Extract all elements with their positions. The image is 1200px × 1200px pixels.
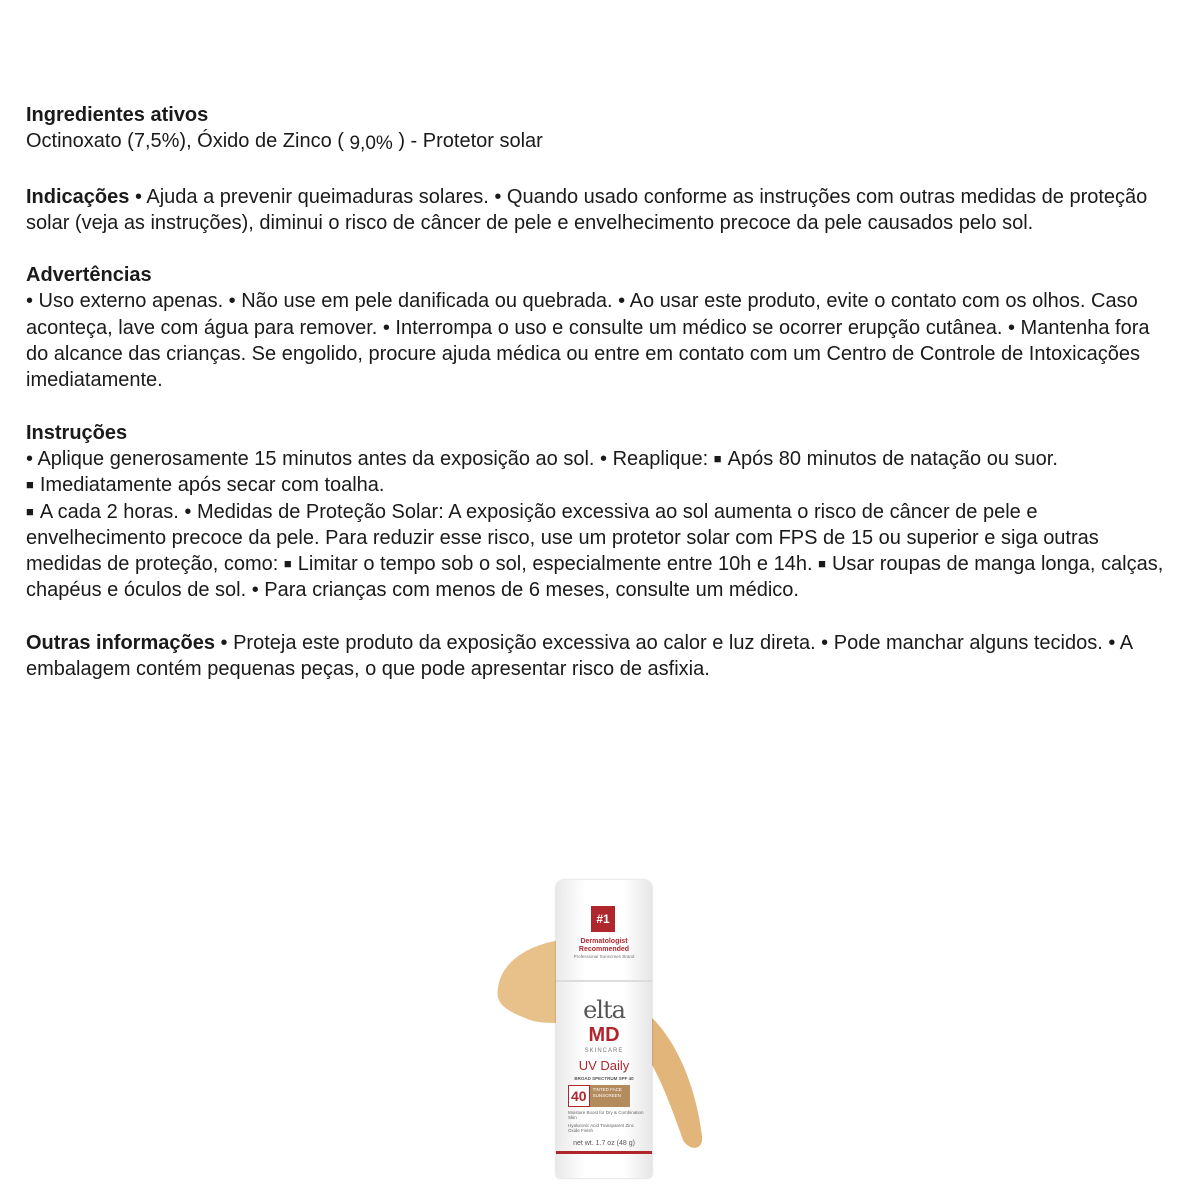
active-ingredients-text (26, 128, 1176, 157)
warnings-section (26, 262, 1176, 393)
instructions-item-swim: Após 80 minutos de natação ou suor. (727, 447, 1058, 470)
product-image (490, 878, 720, 1182)
recommend-label: Dermatologist Recommended (578, 938, 630, 953)
instructions-line-2 (26, 472, 1176, 498)
broad-spectrum-label: BROAD SPECTRUM SPF 40 (574, 1076, 634, 1081)
product-name: UV Daily (578, 1058, 630, 1073)
other-info-heading: Outras informações (26, 631, 215, 654)
net-weight: net wt. 1.7 oz (48 g) (573, 1140, 635, 1147)
spf-box (568, 1085, 630, 1107)
claim-2: Hyaluronic Acid Transparent Zinc Oxide Finish (568, 1123, 635, 1133)
active-ingredients-text-a: Octinoxato (7,5%), Óxido de Zinco ( (26, 130, 350, 153)
square-bullet-icon: ■ (26, 477, 34, 493)
skincare-label: SKINCARE (584, 1048, 624, 1054)
square-bullet-icon: ■ (283, 556, 292, 572)
red-band (556, 1151, 652, 1154)
instructions-item-clothes: Usar roupas de manga longa, calças, chapéus e óculos de sol. • Para crianças com menos de 6 meses, consulte um médico. (26, 553, 1164, 602)
instructions-item-time: Limitar o tempo sob o sol, especialmente entre 10h e 14h. (297, 553, 819, 576)
rank-badge: #1 (591, 906, 615, 932)
brand-logo-top: elta (583, 996, 625, 1024)
instructions-line-3 (26, 499, 1176, 604)
indications-text: • Ajuda a prevenir queimaduras solares. • Quando usado conforme as instruções com outras medidas de proteção solar (veja as instruções), diminui o risco de câncer de pele e envelhecimento precoce da pele causados pelo sol. (26, 185, 1148, 234)
other-info-section (26, 630, 1176, 683)
square-bullet-icon: ■ (26, 503, 34, 519)
spf-value: 40 (568, 1085, 590, 1107)
drug-facts (26, 102, 1176, 708)
instructions-heading: Instruções (26, 421, 128, 444)
cap-divider (556, 980, 652, 982)
indications-heading: Indicações (26, 185, 130, 208)
indications-section (26, 184, 1176, 237)
zinc-percentage: 9,0% (349, 133, 393, 155)
recommend-sub-label: Professional Sunscreen Brand (573, 954, 635, 959)
warnings-heading: Advertências (26, 264, 152, 287)
active-ingredients-heading: Ingredientes ativos (26, 104, 209, 126)
instructions-item-towel: Imediatamente após secar com toalha. (39, 474, 385, 497)
sunscreen-bottle (556, 880, 652, 1178)
instructions-line-1 (26, 446, 1176, 472)
brand-logo-bottom: MD (588, 1024, 620, 1046)
other-info-text: • Proteja este produto da exposição excessiva ao calor e luz direta. • Pode manchar alguns tecidos. • A embalagem contém pequenas peças, o que pode apresentar risco de asfixia. (26, 631, 1133, 681)
warnings-text: • Uso externo apenas. • Não use em pele danificada ou quebrada. • Ao usar este produto, evite o contato com os olhos. Caso aconteça, lave com água para remover. • Interrompa o uso e consulte um médico se ocorrer erupção cutânea. • Mantenha fora do alcance das crianças. Se engolido, procure ajuda médica ou entre em contato com um Centro de Controle de Intoxicações imediatamente. (26, 290, 1150, 392)
tint-label: TINTED FACE SUNSCREEN (590, 1085, 630, 1107)
square-bullet-icon: ■ (818, 556, 826, 572)
square-bullet-icon: ■ (713, 450, 722, 466)
instructions-section (26, 420, 1176, 604)
instructions-protection: A cada 2 horas. • Medidas de Proteção Solar: A exposição excessiva ao sol aumenta o risco de câncer de pele e envelhecimento precoce da pele. Para reduzir esse risco, use um protetor solar com FPS de 15 ou superior e siga outras medidas de proteção, como: (26, 500, 1099, 576)
instructions-reapply: • Aplique generosamente 15 minutos antes da exposição ao sol. • Reaplique: (26, 447, 714, 470)
active-ingredients-text-b: ) - Protetor solar (392, 130, 543, 153)
claim-1: Moisture Boost for Dry & Combination Skin (568, 1110, 644, 1120)
active-ingredients-section (26, 102, 1176, 158)
